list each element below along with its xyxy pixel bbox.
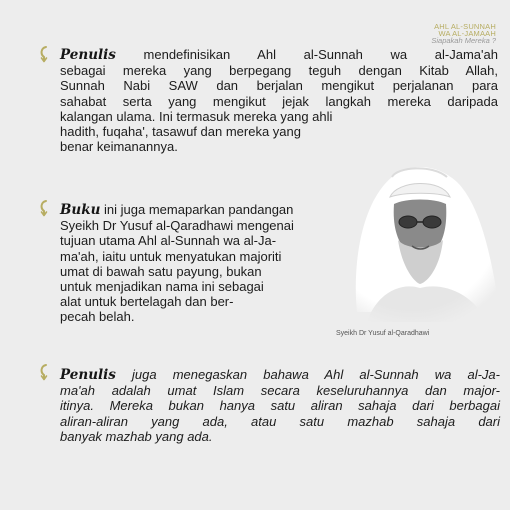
paragraph-line: Sunnah Nabi SAW dan berjalan mengikut perjalanan para bbox=[60, 78, 498, 94]
paragraph-line: tujuan utama Ahl al-Sunnah wa al-Ja- bbox=[60, 233, 277, 249]
hook-arrow-icon bbox=[38, 45, 50, 63]
portrait-photo bbox=[322, 142, 502, 322]
series-title-line-1: AHL AL-SUNNAH bbox=[434, 22, 496, 31]
hook-arrow-icon bbox=[38, 199, 50, 217]
paragraph-line: itinya. Mereka bukan hanya satu aliran sahaja dari berbagai bbox=[60, 398, 500, 414]
paragraph-line: aliran-aliran yang ada, atau satu mazhab sahaja dari bbox=[60, 413, 500, 429]
lead-word: Penulis bbox=[60, 367, 116, 383]
series-title-line-2: WA AL-JAMAAH bbox=[438, 29, 496, 38]
paragraph-line: Penulis mendefinisikan Ahl al-Sunnah wa al-Jama'ah bbox=[60, 47, 498, 63]
paragraph-line: Syeikh Dr Yusuf al-Qaradhawi mengenai bbox=[60, 218, 294, 234]
series-subtitle: Siapakah Mereka ? bbox=[431, 36, 496, 45]
paragraph-line: pecah belah. bbox=[60, 309, 135, 325]
paragraph-line: benar keimanannya. bbox=[60, 139, 178, 155]
paragraph-line: Buku ini juga memaparkan pandangan bbox=[60, 202, 294, 218]
paragraph-line: umat di bawah satu payung, bukan bbox=[60, 263, 262, 279]
hook-arrow-icon bbox=[38, 363, 50, 381]
paragraph-line: sebagai mereka yang berpegang teguh dengan Kitab Allah, bbox=[60, 63, 498, 79]
paragraph-book bbox=[60, 202, 320, 325]
lead-word: Penulis bbox=[60, 47, 116, 63]
paragraph-emphasis bbox=[60, 367, 500, 444]
series-title bbox=[431, 23, 496, 44]
paragraph-definition bbox=[60, 47, 498, 154]
paragraph-line: ma'ah, iaitu untuk menyatukan majoriti bbox=[60, 248, 282, 264]
paragraph-line: hadith, fuqaha', tasawuf dan mereka yang bbox=[60, 124, 301, 140]
paragraph-line: alat untuk bertelagah dan ber- bbox=[60, 294, 234, 310]
portrait-caption: Syeikh Dr Yusuf al-Qaradhawi bbox=[336, 330, 430, 337]
lead-word: Buku bbox=[60, 202, 101, 218]
paragraph-line: Penulis juga menegaskan bahawa Ahl al-Sunnah wa al-Ja- bbox=[60, 367, 500, 383]
paragraph-line: untuk menjadikan nama ini sebagai bbox=[60, 279, 264, 295]
paragraph-line: ma'ah adalah umat Islam secara keseluruhannya dan major- bbox=[60, 383, 500, 399]
paragraph-line: banyak mazhab yang ada. bbox=[60, 428, 213, 444]
paragraph-line: sahabat serta yang mengikut jejak langkah mereka daripada bbox=[60, 93, 498, 109]
paragraph-line: kalangan ulama. Ini termasuk mereka yang ahli bbox=[60, 108, 333, 124]
